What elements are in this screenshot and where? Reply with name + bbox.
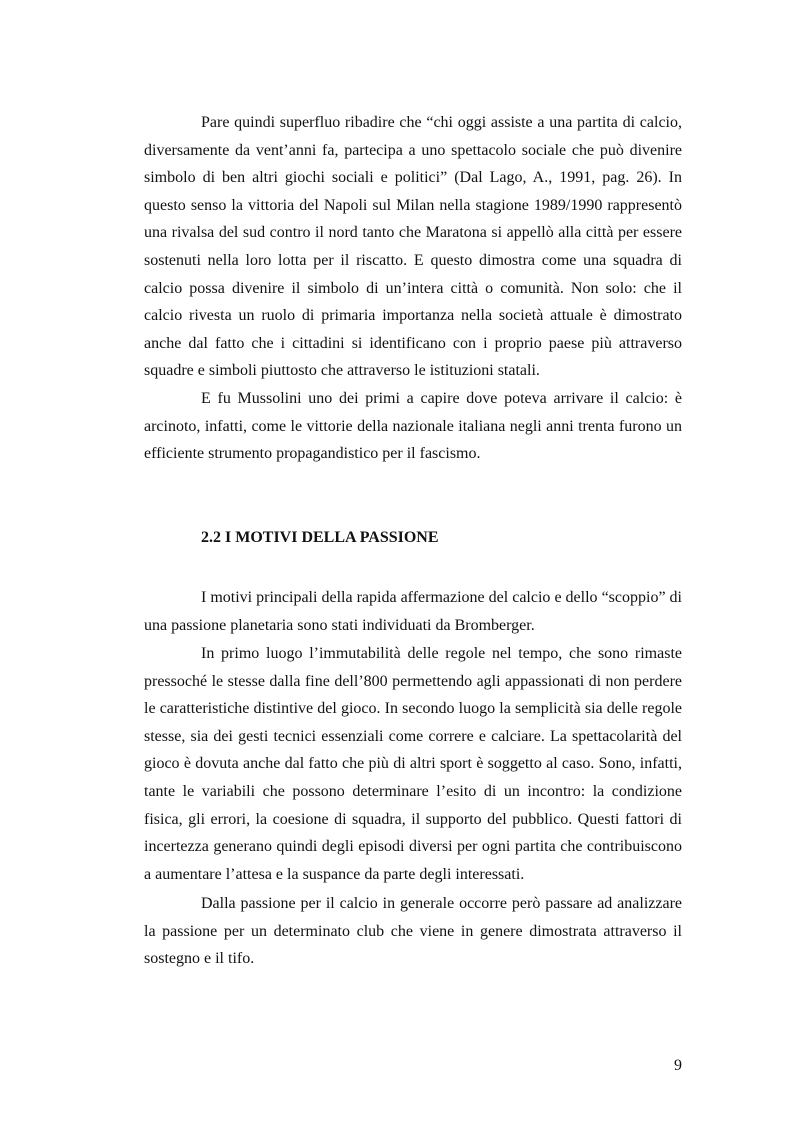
paragraph-dal-lago-quote: Pare quindi superfluo ribadire che “chi oggi assiste a una partita di calcio, diversamente da vent’anni fa, partecipa a uno spettacolo sociale che può divenire simbolo di ben altri giochi sociali e politici” (Dal Lago, A., 1991, pag. 26). In questo senso la vittoria del Napoli sul Milan nella stagione 1989/1990 rappresentò una rivalsa del sud contro il nord tanto che Maratona si appellò alla città per essere sostenuti nella loro lotta per il riscatto. E questo dimostra come una squadra di calcio possa divenire il simbolo di un’intera città o comunità. Non solo: che il calcio rivesta un ruolo di primaria importanza nella società attuale è dimostrato anche dal fatto che i cittadini si identificano con i proprio paese più attraverso squadre e simboli piuttosto che attraverso le istituzioni statali. [144,114,682,380]
paragraph-bromberger: I motivi principali della rapida affermazione del calcio e dello “scoppio” di una passione planetaria sono stati individuati da Bromberger. [144,589,682,634]
paragraph-mussolini: E fu Mussolini uno dei primi a capire dove poteva arrivare il calcio: è arcinoto, infatti, come le vittorie della nazionale italiana negli anni trenta furono un efficiente strumento propagandistico per il fascismo. [144,390,682,463]
paragraph-club-passion: Dalla passione per il calcio in generale occorre però passare ad analizzare la passione per un determinato club che viene in genere dimostrata attraverso il sostegno e il tifo. [144,895,682,968]
section-heading: 2.2 I MOTIVI DELLA PASSIONE [201,529,439,546]
paragraph-rules-and-chance: In primo luogo l’immutabilità delle regole nel tempo, che sono rimaste pressoché le stesse dalla fine dell’800 permettendo agli appassionati di non perdere le caratteristiche distintive del gioco. In secondo luogo la semplicità sia delle regole stesse, sia dei gesti tecnici essenziali come correre e calciare. La spettacolarità del gioco è dovuta anche dal fatto che più di altri sport è soggetto al caso. Sono, infatti, tante le variabili che possono determinare l’esito di un incontro: la condizione fisica, gli errori, la coesione di squadra, il supporto del pubblico. Questi fattori di incertezza generano quindi degli episodi diversi per ogni partita che contribuiscono a aumentare l’attesa e la suspance da parte degli interessati. [144,645,682,883]
page-number: 9 [674,1057,682,1074]
